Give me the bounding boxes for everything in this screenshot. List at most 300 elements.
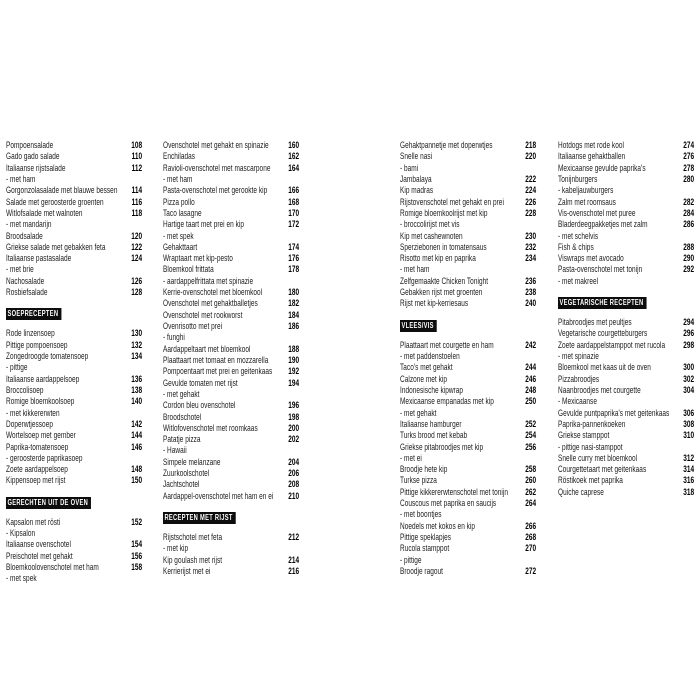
- recipe-variant-title: - met ham: [163, 173, 193, 184]
- toc-row: [163, 532, 299, 543]
- toc-row: [558, 208, 694, 219]
- section-header-line: [163, 507, 299, 525]
- page-number: 220: [525, 151, 537, 162]
- toc-column-1: [6, 140, 142, 585]
- recipe-title: Broodje hete kip: [400, 464, 448, 475]
- page-number: 120: [131, 230, 143, 241]
- toc-row: [6, 374, 142, 385]
- page-number: 186: [288, 321, 300, 331]
- toc-row: [6, 264, 142, 275]
- section-header: RECEPTEN MET RIJST: [163, 512, 236, 524]
- toc-row: [400, 340, 536, 351]
- recipe-title: Wortelsoep met gember: [6, 430, 76, 441]
- toc-row: [400, 543, 536, 554]
- recipe-title: Griekse stamppot: [558, 430, 610, 441]
- toc-row: [163, 253, 299, 264]
- toc-row: [400, 464, 536, 475]
- page-number: 222: [525, 173, 537, 184]
- recipe-variant-title: - pittige nasi-stamppot: [558, 441, 623, 452]
- toc-row: [558, 231, 694, 242]
- recipe-title: Italiaanse gehaktballen: [558, 151, 626, 162]
- recipe-title: Witlofovenschotel met roomkaas: [163, 422, 258, 433]
- recipe-title: Kip goulash met rijst: [163, 554, 223, 565]
- toc-row: [163, 468, 299, 479]
- toc-row: [163, 389, 299, 400]
- recipe-variant-title: - met spek: [6, 573, 37, 584]
- toc-row: [400, 219, 536, 230]
- toc-row: [558, 197, 694, 208]
- toc-row: [163, 174, 299, 185]
- page-number: 214: [288, 554, 300, 565]
- toc-row: [400, 185, 536, 196]
- recipe-title: Indonesische kipwrap: [400, 384, 464, 395]
- recipe-title: Noedels met kokos en kip: [400, 520, 476, 531]
- recipe-title: Kerrierijst met ei: [163, 565, 211, 576]
- toc-row: [163, 151, 299, 162]
- toc-row: [400, 453, 536, 464]
- toc-row: [163, 242, 299, 253]
- page-number: 300: [683, 362, 695, 373]
- toc-row: [163, 197, 299, 208]
- page-number: 170: [288, 207, 300, 218]
- recipe-variant-title: - met boontjes: [400, 509, 442, 520]
- recipe-title: Pizzabroodjes: [558, 373, 600, 384]
- recipe-variant-title: - Kipsalon: [6, 528, 36, 539]
- recipe-title: Kerrie-ovenschotel met bloemkool: [163, 287, 263, 298]
- recipe-variant-title: - met mandarijn: [6, 219, 52, 230]
- toc-row: [558, 328, 694, 339]
- page-number: 180: [288, 287, 300, 298]
- toc-row: [400, 487, 536, 498]
- recipe-title: Jachtschotel: [163, 479, 200, 490]
- recipe-title: Broccolisoep: [6, 384, 44, 395]
- toc-row: [400, 532, 536, 543]
- toc-row: [400, 208, 536, 219]
- toc-row: [6, 163, 142, 174]
- recipe-variant-title: - met kip: [163, 543, 189, 554]
- recipe-title: Cordon bleu ovenschotel: [163, 400, 236, 411]
- recipe-title: Broodje ragout: [400, 565, 444, 576]
- toc-row: [6, 430, 142, 441]
- recipe-title: Romige bloemkoolsoep: [6, 396, 75, 407]
- recipe-title: Italiaanse pastasalade: [6, 253, 72, 264]
- toc-row: [400, 276, 536, 287]
- toc-row: [400, 298, 536, 309]
- page-number: 200: [288, 422, 300, 433]
- toc-row: [6, 442, 142, 453]
- recipe-title: Viswraps met avocado: [558, 253, 624, 264]
- toc-row: [400, 163, 536, 174]
- page-number: 128: [131, 287, 143, 298]
- toc-row: [400, 242, 536, 253]
- toc-row: [163, 264, 299, 275]
- toc-row: [400, 362, 536, 373]
- recipe-title: Pittige kikkererwtenschotel met tonijn: [400, 486, 508, 497]
- toc-row: [163, 208, 299, 219]
- page-number: 290: [683, 253, 695, 264]
- recipe-title: Turks brood met kebab: [400, 430, 468, 441]
- recipe-title: Zalm met roomsaus: [558, 196, 616, 207]
- toc-row: [558, 219, 694, 230]
- page-number: 294: [683, 317, 695, 328]
- page-number: 202: [288, 434, 300, 445]
- toc-row: [163, 412, 299, 423]
- recipe-title: Pasta-ovenschotel met tonijn: [558, 264, 643, 275]
- toc-row: [6, 351, 142, 362]
- toc-row: [558, 264, 694, 275]
- page-number: 166: [288, 185, 300, 196]
- recipe-variant-title: - Hawaii: [163, 445, 187, 456]
- section-header-line: [6, 303, 142, 321]
- recipe-title: Plaattaart met courgette en ham: [400, 339, 494, 350]
- page-number: 116: [131, 196, 143, 207]
- page-number: 138: [131, 384, 143, 395]
- recipe-title: Pizza pollo: [163, 196, 195, 207]
- toc-row: [400, 197, 536, 208]
- toc-row: [163, 423, 299, 434]
- toc-row: [6, 340, 142, 351]
- page-number: 112: [131, 162, 143, 173]
- recipe-title: Hotdogs met rode kool: [558, 140, 624, 150]
- toc-row: [400, 442, 536, 453]
- page-number: 118: [131, 207, 143, 218]
- page-number: 312: [683, 452, 695, 463]
- page-number: 306: [683, 407, 695, 418]
- page-number: 160: [288, 140, 300, 150]
- page-number: 150: [131, 475, 143, 486]
- recipe-title: Röstikoek met paprika: [558, 475, 623, 486]
- recipe-title: Gorgonzolasalade met blauwe bessen: [6, 185, 118, 196]
- recipe-variant-title: - kabeljauwburgers: [558, 185, 614, 196]
- toc-row: [558, 374, 694, 385]
- page-number: 250: [525, 396, 537, 407]
- toc-row: [163, 457, 299, 468]
- recipe-variant-title: - Mexicaanse: [558, 396, 597, 407]
- recipe-title: Gevulde tomaten met rijst: [163, 377, 238, 388]
- recipe-title: Kip met cashewnoten: [400, 230, 463, 241]
- toc-row: [558, 475, 694, 486]
- toc-row: [6, 517, 142, 528]
- recipe-title: Taco lasagne: [163, 207, 202, 218]
- recipe-title: Pompoentaart met prei en geitenkaas: [163, 366, 273, 377]
- recipe-variant-title: - funghi: [163, 332, 185, 343]
- toc-row: [6, 276, 142, 287]
- toc-row: [558, 340, 694, 351]
- toc-row: [6, 287, 142, 298]
- recipe-title: Zuurkoolschotel: [163, 468, 210, 479]
- recipe-variant-title: - geroosterde paprikasoep: [6, 452, 83, 463]
- section-header: VEGETARISCHE RECEPTEN: [558, 297, 646, 309]
- toc-row: [400, 151, 536, 162]
- page-number: 212: [288, 532, 300, 542]
- recipe-title: Plaattaart met tomaat en mozzarella: [163, 354, 269, 365]
- page-number: 232: [525, 241, 537, 252]
- toc-row: [400, 555, 536, 566]
- toc-row: [163, 163, 299, 174]
- page-number: 266: [525, 520, 537, 531]
- recipe-variant-title: - met kikkererwten: [6, 407, 60, 418]
- recipe-title: Enchiladas: [163, 151, 196, 162]
- recipe-title: Zelfgemaakte Chicken Tonight: [400, 275, 489, 286]
- recipe-variant-title: - broccolirijst met vis: [400, 219, 460, 230]
- page-number: 246: [525, 373, 537, 384]
- recipe-title: Bloemkoolovenschotel met ham: [6, 562, 99, 572]
- toc-row: [400, 374, 536, 385]
- recipe-title: Aardappel-ovenschotel met ham en ei: [163, 490, 274, 501]
- toc-row: [163, 543, 299, 554]
- recipe-title: Calzone met kip: [400, 373, 448, 384]
- recipe-title: Griekse pitabroodjes met kip: [400, 441, 484, 452]
- page-number: 206: [288, 468, 300, 479]
- recipe-variant-title: - met spek: [163, 230, 194, 241]
- recipe-title: Fish & chips: [558, 241, 594, 252]
- recipe-title: Risotto met kip en paprika: [400, 253, 476, 264]
- recipe-title: Gebakken rijst met groenten: [400, 287, 483, 298]
- page-number: 238: [525, 287, 537, 298]
- recipe-title: Mexicaanse empanadas met kip: [400, 396, 494, 407]
- page-number: 248: [525, 384, 537, 395]
- recipe-title: Zoete aardappelsoep: [6, 464, 68, 475]
- recipe-title: Zongedroogde tomatensoep: [6, 351, 89, 361]
- recipe-title: Couscous met paprika en saucijs: [400, 498, 497, 509]
- recipe-title: Naanbroodjes met courgette: [558, 384, 641, 395]
- page-number: 148: [131, 464, 143, 475]
- page-number: 304: [683, 384, 695, 395]
- recipe-title: Kip madras: [400, 185, 434, 196]
- recipe-title: Pasta-ovenschotel met gerookte kip: [163, 185, 268, 196]
- page-number: 224: [525, 185, 537, 196]
- recipe-title: Vis-ovenschotel met puree: [558, 207, 636, 218]
- page-number: 174: [288, 241, 300, 252]
- recipe-title: Witlofsalade met walnoten: [6, 207, 83, 218]
- recipe-title: Romige bloemkoolrijst met kip: [400, 207, 488, 218]
- page-number: 182: [288, 298, 300, 309]
- toc-column-3: [400, 140, 536, 577]
- page-number: 316: [683, 475, 695, 486]
- recipe-title: Mexicaanse gevulde paprika's: [558, 162, 646, 173]
- section-header-line: [558, 292, 694, 310]
- recipe-title: Quiche caprese: [558, 486, 604, 497]
- page-number: 126: [131, 275, 143, 286]
- page-number: 288: [683, 241, 695, 252]
- page-number: 210: [288, 490, 300, 501]
- toc-row: [6, 328, 142, 339]
- toc-row: [558, 396, 694, 407]
- toc-row: [558, 464, 694, 475]
- page-number: 254: [525, 430, 537, 441]
- page-number: 134: [131, 351, 143, 361]
- page-number: 176: [288, 253, 300, 264]
- page-number: 226: [525, 196, 537, 207]
- recipe-title: Preischotel met gehakt: [6, 550, 73, 561]
- toc-row: [163, 344, 299, 355]
- toc-row: [400, 430, 536, 441]
- recipe-title: Tonijnburgers: [558, 173, 598, 184]
- toc-row: [163, 298, 299, 309]
- page-number: 122: [131, 241, 143, 252]
- recipe-title: Turkse pizza: [400, 475, 437, 486]
- recipe-variant-title: - bami: [400, 162, 419, 173]
- toc-row: [163, 366, 299, 377]
- recipe-title: Griekse salade met gebakken feta: [6, 241, 106, 252]
- recipe-variant-title: - met ei: [400, 452, 422, 463]
- toc-row: [400, 385, 536, 396]
- toc-row: [6, 573, 142, 584]
- page-number: 136: [131, 373, 143, 384]
- page-number: 192: [288, 366, 300, 377]
- toc-row: [163, 378, 299, 389]
- recipe-variant-title: - met makreel: [558, 275, 599, 286]
- recipe-title: Bladerdeegpakketjes met zalm: [558, 219, 648, 230]
- recipe-title: Sperziebonen in tomatensaus: [400, 241, 487, 252]
- toc-row: [163, 140, 299, 151]
- page-number: 190: [288, 354, 300, 365]
- page-number: 152: [131, 516, 143, 527]
- recipe-title: Italiaanse ovenschotel: [6, 539, 71, 550]
- recipe-title: Courgettetaart met geitenkaas: [558, 464, 647, 475]
- page-number: 142: [131, 418, 143, 429]
- recipe-variant-title: - pittige: [6, 362, 28, 373]
- toc-row: [6, 385, 142, 396]
- recipe-title: Zoete aardappelstamppot met rucola: [558, 339, 666, 350]
- recipe-title: Vegetarische courgetteburgers: [558, 328, 648, 339]
- recipe-variant-title: - pittige: [400, 554, 422, 565]
- toc-row: [6, 408, 142, 419]
- toc-row: [400, 509, 536, 520]
- toc-row: [558, 487, 694, 498]
- toc-row: [6, 453, 142, 464]
- recipe-title: Paprika-tomatensoep: [6, 441, 69, 452]
- toc-row: [558, 430, 694, 441]
- toc-row: [558, 174, 694, 185]
- page-number: 188: [288, 343, 300, 354]
- page-number: 234: [525, 253, 537, 264]
- recipe-title: Pitabroodjes met peultjes: [558, 317, 632, 328]
- page-number: 244: [525, 362, 537, 373]
- recipe-variant-title: - met brie: [6, 264, 34, 275]
- recipe-title: Jambalaya: [400, 173, 432, 184]
- recipe-title: Ovenschotel met gehakt en spinazie: [163, 140, 269, 150]
- recipe-title: Rosbiefsalade: [6, 287, 48, 298]
- page-number: 272: [525, 565, 537, 576]
- page-number: 310: [683, 430, 695, 441]
- toc-row: [6, 208, 142, 219]
- toc-row: [163, 276, 299, 287]
- recipe-title: Ovenschotel met gehaktballetjes: [163, 298, 258, 309]
- toc-row: [558, 385, 694, 396]
- page-number: 216: [288, 565, 300, 576]
- recipe-title: Rode linzensoep: [6, 328, 55, 339]
- recipe-title: Italiaanse aardappelsoep: [6, 373, 80, 384]
- page-number: 236: [525, 275, 537, 286]
- toc-row: [163, 321, 299, 332]
- toc-row: [6, 174, 142, 185]
- page-number: 140: [131, 396, 143, 407]
- page-number: 276: [683, 151, 695, 162]
- toc-row: [400, 231, 536, 242]
- recipe-title: Ovenschotel met rookworst: [163, 309, 243, 320]
- page-number: 260: [525, 475, 537, 486]
- recipe-variant-title: - met schelvis: [558, 230, 599, 241]
- page-number: 130: [131, 328, 143, 339]
- recipe-variant-title: - met spinazie: [558, 351, 599, 361]
- recipe-title: Kapsalon met rösti: [6, 516, 61, 527]
- page-number: 146: [131, 441, 143, 452]
- toc-row: [400, 174, 536, 185]
- toc-row: [400, 419, 536, 430]
- toc-row: [558, 276, 694, 287]
- toc-row: [400, 351, 536, 362]
- section-header: GERECHTEN UIT DE OVEN: [6, 497, 91, 509]
- page-number: 240: [525, 298, 537, 309]
- recipe-title: Broodsalade: [6, 230, 43, 241]
- toc-row: [558, 351, 694, 362]
- recipe-title: Pittige speklapjes: [400, 532, 452, 542]
- recipe-title: Gehaktpannetje met doperwtjes: [400, 140, 493, 150]
- recipe-variant-title: - met ham: [400, 264, 430, 275]
- recipe-variant-title: - met gehakt: [400, 407, 437, 418]
- toc-row: [6, 539, 142, 550]
- toc-row: [400, 498, 536, 509]
- page-number: 114: [131, 185, 143, 196]
- toc-row: [558, 253, 694, 264]
- toc-row: [163, 219, 299, 230]
- toc-row: [400, 140, 536, 151]
- toc-row: [558, 185, 694, 196]
- section-header: SOEPRECEPTEN: [6, 308, 61, 320]
- recipe-title: Aardappeltaart met bloemkool: [163, 343, 251, 354]
- toc-row: [558, 163, 694, 174]
- recipe-title: Paprika-pannenkoeken: [558, 418, 626, 429]
- recipe-title: Snelle curry met bloemkool: [558, 452, 638, 463]
- recipe-title: Pittige pompoensoep: [6, 339, 68, 350]
- page-number: 280: [683, 173, 695, 184]
- page-number: 218: [525, 140, 537, 150]
- toc-row: [163, 185, 299, 196]
- page-number: 284: [683, 207, 695, 218]
- recipe-title: Rucola stamppot: [400, 543, 450, 554]
- toc-row: [6, 562, 142, 573]
- toc-row: [558, 140, 694, 151]
- toc-row: [163, 287, 299, 298]
- page-number: 286: [683, 219, 695, 230]
- toc-row: [400, 287, 536, 298]
- page-number: 230: [525, 230, 537, 241]
- toc-row: [163, 491, 299, 502]
- toc-row: [163, 310, 299, 321]
- toc-row: [6, 464, 142, 475]
- page-number: 256: [525, 441, 537, 452]
- recipe-title: Doperwtjessoep: [6, 418, 53, 429]
- recipe-title: Rijstovenschotel met gehakt en prei: [400, 196, 504, 207]
- toc-row: [6, 140, 142, 151]
- page-number: 268: [525, 532, 537, 542]
- recipe-title: Hartige taart met prei en kip: [163, 219, 244, 230]
- toc-row: [163, 566, 299, 577]
- toc-row: [400, 475, 536, 486]
- toc-row: [163, 231, 299, 242]
- toc-row: [400, 408, 536, 419]
- toc-row: [6, 185, 142, 196]
- toc-row: [163, 445, 299, 456]
- toc-column-4: [558, 140, 694, 498]
- page-number: 178: [288, 264, 300, 275]
- page-number: 258: [525, 464, 537, 475]
- recipe-title: Snelle nasi: [400, 151, 433, 162]
- toc-row: [6, 197, 142, 208]
- section-header-line: [400, 315, 536, 333]
- page-number: 204: [288, 456, 300, 467]
